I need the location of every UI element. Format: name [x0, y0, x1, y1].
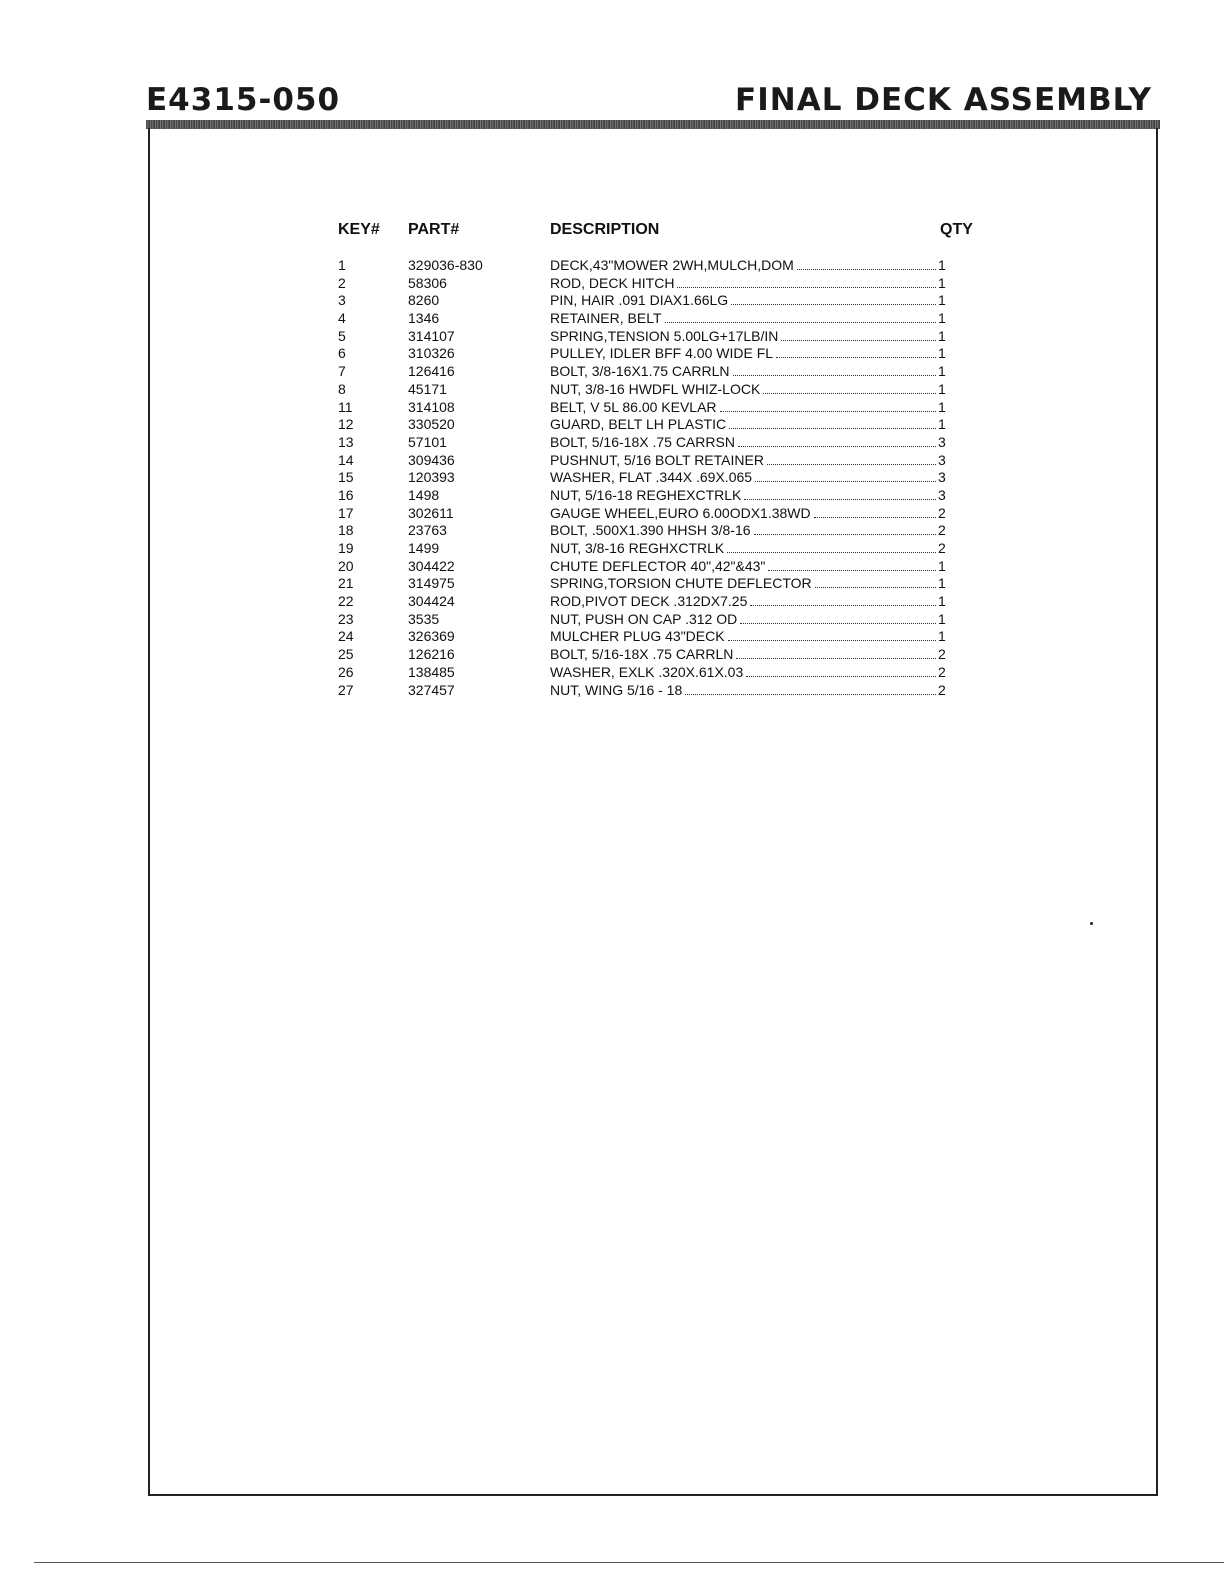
row-qty: 1 — [938, 593, 946, 610]
row-part-number: 138485 — [408, 663, 455, 680]
dot-leader — [720, 411, 936, 412]
table-row — [338, 275, 988, 293]
dot-leader — [750, 605, 936, 606]
column-header-part: PART# — [408, 221, 460, 238]
column-header-description: DESCRIPTION — [550, 221, 660, 238]
row-qty: 3 — [938, 469, 946, 486]
row-key: 16 — [338, 486, 354, 503]
dot-leader — [727, 552, 936, 553]
dot-leader — [814, 517, 936, 518]
row-qty: 1 — [938, 257, 946, 273]
row-description: RETAINER, BELT — [550, 310, 662, 327]
row-key: 3 — [338, 292, 346, 309]
row-part-number: 302611 — [408, 504, 454, 521]
row-key: 15 — [338, 469, 354, 486]
row-part-number: 1499 — [408, 540, 440, 556]
dot-leader — [755, 481, 936, 482]
dot-leader — [781, 340, 936, 341]
dot-leader — [733, 375, 937, 376]
row-qty: 1 — [938, 380, 946, 397]
row-description: SPRING,TORSION CHUTE DEFLECTOR — [550, 575, 812, 592]
table-row — [338, 416, 988, 434]
dot-leader — [746, 676, 936, 677]
row-key: 26 — [338, 663, 354, 680]
row-description-cell — [550, 593, 938, 611]
row-qty: 3 — [938, 451, 946, 468]
row-qty: 1 — [938, 398, 946, 415]
row-part-number: 314975 — [408, 575, 455, 592]
row-qty: 1 — [938, 363, 946, 380]
row-description-cell — [550, 469, 938, 487]
table-body — [338, 257, 988, 699]
row-qty: 1 — [938, 557, 946, 574]
table-row — [338, 469, 988, 487]
row-description-cell — [550, 558, 938, 576]
row-description: BOLT, 5/16-18X .75 CARRSN — [550, 433, 735, 450]
row-qty: 2 — [938, 663, 946, 680]
table-row — [338, 434, 988, 452]
table-row — [338, 381, 988, 399]
parts-table — [338, 218, 988, 699]
row-key: 2 — [338, 274, 346, 291]
row-key: 5 — [338, 327, 346, 344]
row-description-cell — [550, 345, 938, 363]
row-description-cell — [550, 381, 938, 399]
row-part-number: 120393 — [408, 469, 455, 486]
dot-leader — [738, 446, 936, 447]
row-qty: 3 — [938, 433, 946, 450]
row-description: PUSHNUT, 5/16 BOLT RETAINER — [550, 451, 764, 468]
row-description-cell — [550, 399, 938, 417]
row-part-number: 57101 — [408, 433, 447, 450]
dot-leader — [744, 499, 936, 500]
table-row — [338, 646, 988, 664]
row-part-number: 1346 — [408, 310, 440, 327]
row-key: 13 — [338, 433, 354, 450]
row-description-cell — [550, 505, 938, 523]
row-description-cell — [550, 363, 938, 381]
dot-leader — [677, 287, 936, 288]
dot-leader — [767, 464, 936, 465]
table-row — [338, 522, 988, 540]
row-description-cell — [550, 682, 938, 700]
row-description-cell — [550, 434, 938, 452]
row-qty: 1 — [938, 610, 946, 627]
row-qty: 3 — [938, 486, 946, 503]
row-description: WASHER, EXLK .320X.61X.03 — [550, 663, 744, 680]
row-key: 22 — [338, 593, 354, 610]
table-row — [338, 575, 988, 593]
row-part-number: 329036-830 — [408, 257, 483, 273]
row-part-number: 126216 — [408, 646, 455, 663]
dot-leader — [768, 570, 936, 571]
row-description: NUT, 3/8-16 REGHXCTRLK — [550, 540, 725, 556]
row-description: WASHER, FLAT .344X .69X.065 — [550, 469, 753, 486]
row-part-number: 309436 — [408, 451, 455, 468]
row-part-number: 327457 — [408, 681, 455, 698]
row-description-cell — [550, 628, 938, 646]
row-description: BOLT, 5/16-18X .75 CARRLN — [550, 646, 734, 663]
row-description: SPRING,TENSION 5.00LG+17LB/IN — [550, 327, 779, 344]
row-description: GUARD, BELT LH PLASTIC — [550, 416, 727, 433]
row-description-cell — [550, 664, 938, 682]
row-part-number: 304422 — [408, 557, 455, 574]
row-key: 24 — [338, 628, 354, 645]
row-part-number: 314107 — [408, 327, 455, 344]
row-description-cell — [550, 487, 938, 505]
dot-leader — [797, 269, 936, 270]
row-part-number: 310326 — [408, 345, 455, 362]
row-description-cell — [550, 275, 938, 293]
table-row — [338, 505, 988, 523]
row-key: 1 — [338, 257, 346, 273]
dot-leader — [763, 393, 936, 394]
row-description: BOLT, .500X1.390 HHSH 3/8-16 — [550, 522, 751, 539]
table-row — [338, 452, 988, 470]
row-key: 12 — [338, 416, 354, 433]
row-qty: 1 — [938, 345, 946, 362]
row-description: ROD,PIVOT DECK .312DX7.25 — [550, 593, 748, 610]
dot-leader — [665, 322, 936, 323]
row-description: NUT, 5/16-18 REGHEXCTRLK — [550, 486, 742, 503]
row-part-number: 45171 — [408, 380, 447, 397]
row-part-number: 326369 — [408, 628, 455, 645]
row-part-number: 23763 — [408, 522, 447, 539]
row-description: BOLT, 3/8-16X1.75 CARRLN — [550, 363, 730, 380]
scan-speck — [1090, 922, 1093, 925]
table-row — [338, 628, 988, 646]
row-part-number: 1498 — [408, 486, 440, 503]
row-description-cell — [550, 452, 938, 470]
row-qty: 1 — [938, 310, 946, 327]
row-description: BELT, V 5L 86.00 KEVLAR — [550, 398, 717, 415]
column-header-key: KEY# — [338, 221, 380, 238]
bottom-rule — [34, 1562, 1224, 1563]
row-part-number: 304424 — [408, 593, 455, 610]
row-description: NUT, WING 5/16 - 18 — [550, 681, 683, 698]
dot-leader — [729, 428, 936, 429]
table-row — [338, 328, 988, 346]
row-key: 27 — [338, 681, 354, 698]
row-description-cell — [550, 575, 938, 593]
row-part-number: 126416 — [408, 363, 455, 380]
table-row — [338, 558, 988, 576]
row-key: 11 — [338, 398, 353, 415]
row-part-number: 330520 — [408, 416, 455, 433]
table-row — [338, 682, 988, 700]
row-description: CHUTE DEFLECTOR 40",42"&43" — [550, 557, 766, 574]
table-row — [338, 363, 988, 381]
row-key: 7 — [338, 363, 346, 380]
row-description: PULLEY, IDLER BFF 4.00 WIDE FL — [550, 345, 774, 362]
row-description-cell — [550, 292, 938, 310]
row-qty: 2 — [938, 522, 946, 539]
row-description-cell — [550, 611, 938, 629]
model-number: E4315-050 — [146, 82, 341, 118]
row-description: NUT, 3/8-16 HWDFL WHIZ-LOCK — [550, 380, 761, 397]
row-key: 23 — [338, 610, 354, 627]
table-row — [338, 345, 988, 363]
row-key: 4 — [338, 310, 346, 327]
row-key: 20 — [338, 557, 354, 574]
row-qty: 2 — [938, 540, 946, 556]
row-description: MULCHER PLUG 43"DECK — [550, 628, 725, 645]
row-description-cell — [550, 416, 938, 434]
table-row — [338, 292, 988, 310]
row-description-cell — [550, 540, 938, 558]
row-key: 6 — [338, 345, 346, 362]
row-key: 25 — [338, 646, 354, 663]
table-row — [338, 399, 988, 417]
dot-leader — [728, 640, 936, 641]
table-header — [338, 218, 988, 242]
row-key: 8 — [338, 380, 346, 397]
table-row — [338, 593, 988, 611]
dot-leader — [685, 694, 936, 695]
table-row — [338, 540, 988, 558]
row-description-cell — [550, 646, 938, 664]
row-qty: 1 — [938, 416, 946, 433]
dot-leader — [754, 534, 936, 535]
row-qty: 1 — [938, 274, 946, 291]
column-header-qty: QTY — [940, 221, 973, 238]
dot-leader — [815, 587, 936, 588]
table-row — [338, 310, 988, 328]
row-qty: 2 — [938, 504, 946, 521]
row-part-number: 58306 — [408, 274, 447, 291]
row-part-number: 8260 — [408, 292, 440, 309]
row-key: 19 — [338, 540, 354, 556]
row-qty: 1 — [938, 327, 946, 344]
row-qty: 1 — [938, 575, 946, 592]
row-description: DECK,43"MOWER 2WH,MULCH,DOM — [550, 257, 794, 273]
row-description-cell — [550, 310, 938, 328]
table-row — [338, 487, 988, 505]
row-part-number: 314108 — [408, 398, 455, 415]
row-qty: 2 — [938, 681, 946, 698]
row-description: NUT, PUSH ON CAP .312 OD — [550, 610, 738, 627]
page-title: FINAL DECK ASSEMBLY — [735, 82, 1152, 118]
row-key: 21 — [338, 575, 354, 592]
dot-leader — [736, 658, 936, 659]
row-key: 17 — [338, 504, 354, 521]
row-description-cell — [550, 257, 938, 275]
row-qty: 1 — [938, 628, 946, 645]
row-key: 18 — [338, 522, 354, 539]
row-description: ROD, DECK HITCH — [550, 274, 675, 291]
row-qty: 1 — [938, 292, 946, 309]
row-description-cell — [550, 522, 938, 540]
table-row — [338, 257, 988, 275]
row-description-cell — [550, 328, 938, 346]
row-part-number: 3535 — [408, 610, 440, 627]
row-qty: 2 — [938, 646, 946, 663]
dot-leader — [731, 304, 936, 305]
row-description: GAUGE WHEEL,EURO 6.00ODX1.38WD — [550, 504, 811, 521]
table-row — [338, 664, 988, 682]
dot-leader — [776, 357, 936, 358]
table-row — [338, 611, 988, 629]
row-description: PIN, HAIR .091 DIAX1.66LG — [550, 292, 729, 309]
dot-leader — [740, 623, 936, 624]
row-key: 14 — [338, 451, 354, 468]
